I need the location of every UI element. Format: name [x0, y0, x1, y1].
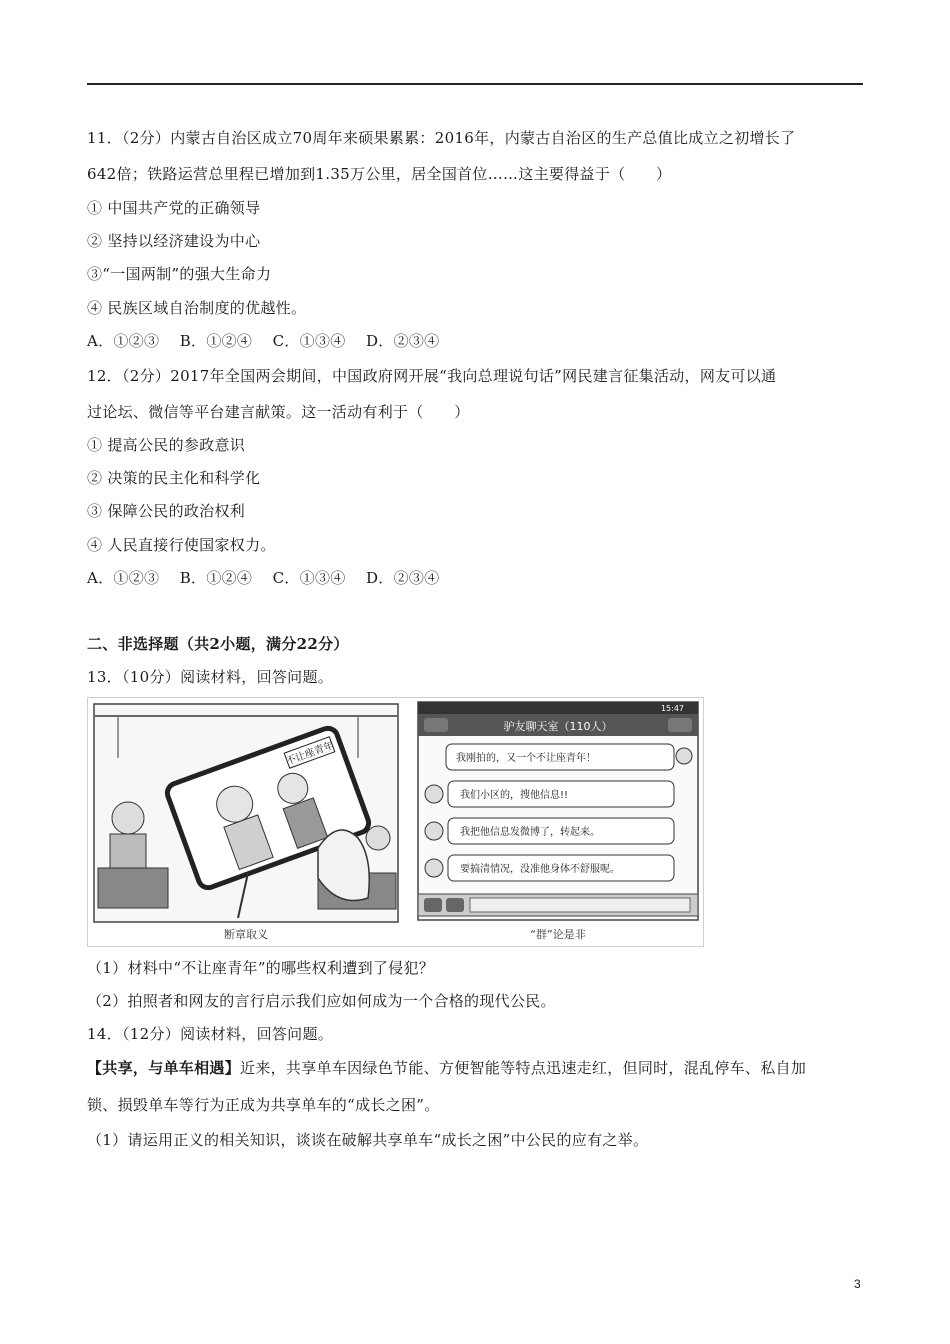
q14-material-line1	[87, 1058, 806, 1078]
q14-material-text: 近来，共享单车因绿色节能、方便智能等特点迅速走红，但同时，混乱停车、私自加	[240, 1059, 807, 1077]
page-number: 3	[854, 1277, 861, 1291]
q14-sub1: （1）请运用正义的相关知识，谈谈在破解共享单车“成长之困”中公民的应有之举。	[87, 1131, 649, 1149]
q12-option-3: ③ 保障公民的政治权利	[87, 502, 246, 520]
q11-option-2: ② 坚持以经济建设为中心	[87, 232, 261, 250]
avatar	[425, 859, 443, 877]
header-rule	[87, 83, 863, 85]
q11-stem-line1: 11．（2分）内蒙古自治区成立70周年来硕果累累：2016年，内蒙古自治区的生产总值比成立之初增长了	[87, 129, 796, 147]
chat-message-3: 我把他信息发微博了，转起来。	[460, 827, 600, 838]
q12-choices: A．①②③ B．①②④ C．①③④ D．②③④	[87, 569, 440, 587]
q12-option-2: ② 决策的民主化和科学化	[87, 469, 261, 487]
chat-screen-panel	[418, 702, 698, 941]
right-caption: “群”论是非	[530, 928, 586, 941]
q12-stem-line1: 12．（2分）2017年全国两会期间，中国政府网开展“我向总理说句话”网民建言征集活动，网友可以通	[87, 367, 777, 385]
left-caption: 断章取义	[224, 928, 268, 941]
q13-sub1: （1）材料中“不让座青年”的哪些权利遭到了侵犯？	[87, 959, 435, 977]
q13-stem: 13．（10分）阅读材料，回答问题。	[87, 668, 334, 686]
q11-option-1: ① 中国共产党的正确领导	[87, 199, 261, 217]
q11-option-4: ④ 民族区域自治制度的优越性。	[87, 299, 307, 317]
bus-cartoon-panel	[94, 704, 398, 941]
q11-choices: A．①②③ B．①②④ C．①③④ D．②③④	[87, 332, 440, 350]
phone-screen-label: 不让座青年	[284, 740, 336, 768]
q14-material-title: 【共享，与单车相遇】	[87, 1059, 241, 1077]
section2-heading: 二、非选择题（共2小题，满分22分）	[87, 635, 349, 653]
q14-material-line2: 锁、损毁单车等行为正成为共享单车的“成长之困”。	[87, 1096, 440, 1114]
chat-clock: 15:47	[660, 704, 684, 713]
avatar	[425, 785, 443, 803]
chat-title: 驴友聊天室（110人）	[503, 720, 613, 733]
q11-stem-line2: 642倍；铁路运营总里程已增加到1.35万公里，居全国首位……这主要得益于（ ）	[87, 165, 672, 183]
q11-option-3: ③“一国两制”的强大生命力	[87, 265, 272, 283]
chat-message-4: 要搞清情况，没准他身体不舒服呢。	[460, 864, 620, 875]
q12-option-1: ① 提高公民的参政意识	[87, 436, 246, 454]
q13-figure	[87, 697, 704, 947]
avatar	[425, 822, 443, 840]
q13-sub2: （2）拍照者和网友的言行启示我们应如何成为一个合格的现代公民。	[87, 992, 556, 1010]
chat-message-2: 我们小区的，搜他信息!!	[460, 790, 569, 801]
chat-message-1: 我刚拍的，又一个不让座青年！	[456, 753, 596, 764]
avatar	[676, 748, 692, 764]
q14-stem: 14．（12分）阅读材料，回答问题。	[87, 1025, 334, 1043]
q12-stem-line2: 过论坛、微信等平台建言献策。这一活动有利于（ ）	[87, 403, 470, 421]
q12-option-4: ④ 人民直接行使国家权力。	[87, 536, 276, 554]
